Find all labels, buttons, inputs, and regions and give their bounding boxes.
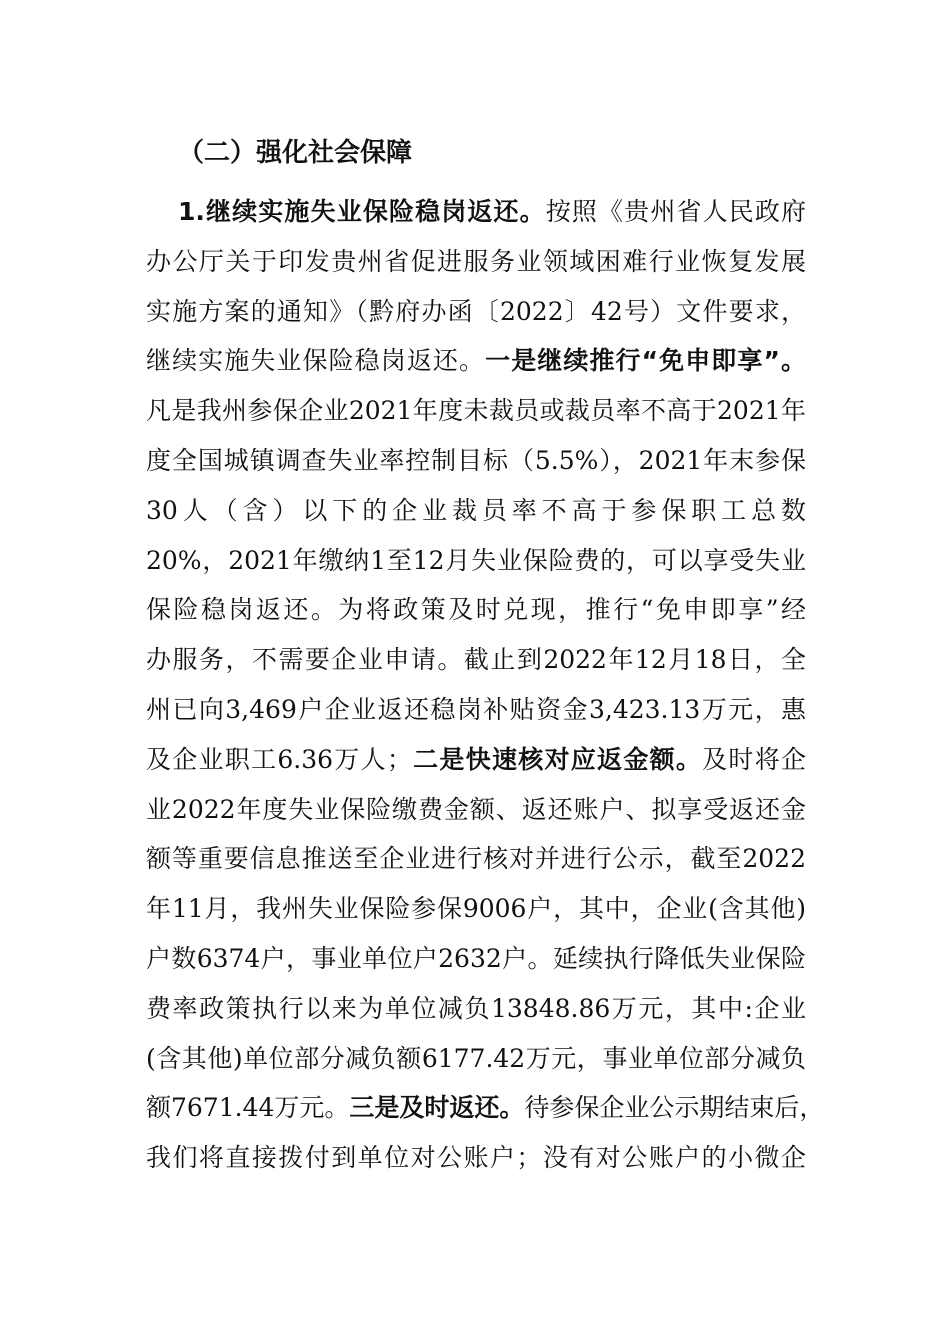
bold-text-segment: 三是及时返还。 [349,1093,525,1123]
paragraph-line [146,292,806,332]
text-segment: 及企业职工6.36万人； [146,744,412,774]
text-segment: 继续实施失业保险稳岗返还。 [146,346,486,376]
text-segment: 办服务，不需要企业申请。截止到2022年12月18日，全 [146,645,806,675]
paragraph-line [146,640,806,680]
paragraph-line [146,839,806,879]
text-segment: 户数6374户，事业单位户2632户。延续执行降低失业保险 [146,944,806,973]
text-segment: 年11月，我州失业保险参保9006户，其中，企业(含其他) [146,894,806,924]
text-segment: 度全国城镇调查失业率控制目标（5.5%），2021年末参保 [146,446,806,475]
bold-text-segment: 一是继续推行“免申即享”。 [485,346,806,376]
paragraph-line [146,889,806,929]
text-segment: (含其他)单位部分减负额6177.42万元，事业单位部分减负 [146,1043,806,1073]
text-segment: 凡是我州参保企业2021年度未裁员或裁员率不高于2021年 [146,396,806,426]
paragraph-line [146,790,806,830]
section-heading: （二）强化社会保障 [178,138,413,168]
text-segment: 我们将直接拨付到单位对公账户；没有对公账户的小微企 [146,1143,806,1173]
paragraph-line [146,1088,825,1128]
paragraph-line [146,242,806,282]
paragraph-line [178,192,806,232]
paragraph-line [146,491,806,531]
paragraph-line [146,690,806,730]
text-segment: 额等重要信息推送至企业进行核对并进行公示，截至2022 [146,844,806,874]
text-segment: 保险稳岗返还。为将政策及时兑现，推行“免申即享”经 [146,595,806,625]
paragraph-line [146,1138,806,1178]
text-segment: 按照《贵州省人民政府 [545,197,806,226]
text-segment: 20%，2021年缴纳1至12月失业保险费的，可以享受失业 [146,545,806,575]
paragraph-line [146,590,806,630]
text-segment: 业2022年度失业保险缴费金额、返还账户、拟享受返还金 [146,794,806,824]
text-segment: 及时将企 [702,744,806,774]
paragraph-line [146,391,806,431]
paragraph-line [146,740,806,780]
paragraph-line [146,541,806,581]
paragraph-line [146,1039,806,1079]
text-segment: 办公厅关于印发贵州省促进服务业领域困难行业恢复发展 [146,246,806,276]
text-segment: 州已向3,469户企业返还稳岗补贴资金3,423.13万元，惠 [146,695,806,724]
paragraph-line [146,939,806,979]
text-segment: 实施方案的通知》（黔府办函〔2022〕42号）文件要求， [146,296,806,326]
paragraph-line [146,441,806,481]
paragraph-line [146,989,806,1029]
text-segment: 30人（含）以下的企业裁员率不高于参保职工总数 [146,495,806,525]
bold-text-segment: 二是快速核对应返金额。 [411,744,703,774]
paragraph-line [146,341,806,381]
text-segment: 待参保企业公示期结束后， [524,1093,825,1123]
text-segment: 额7671.44万元。 [146,1093,350,1123]
text-segment: 费率政策执行以来为单位减负13848.86万元，其中:企业 [146,993,806,1023]
bold-text-segment: 1.继续实施失业保险稳岗返还。 [178,197,546,226]
